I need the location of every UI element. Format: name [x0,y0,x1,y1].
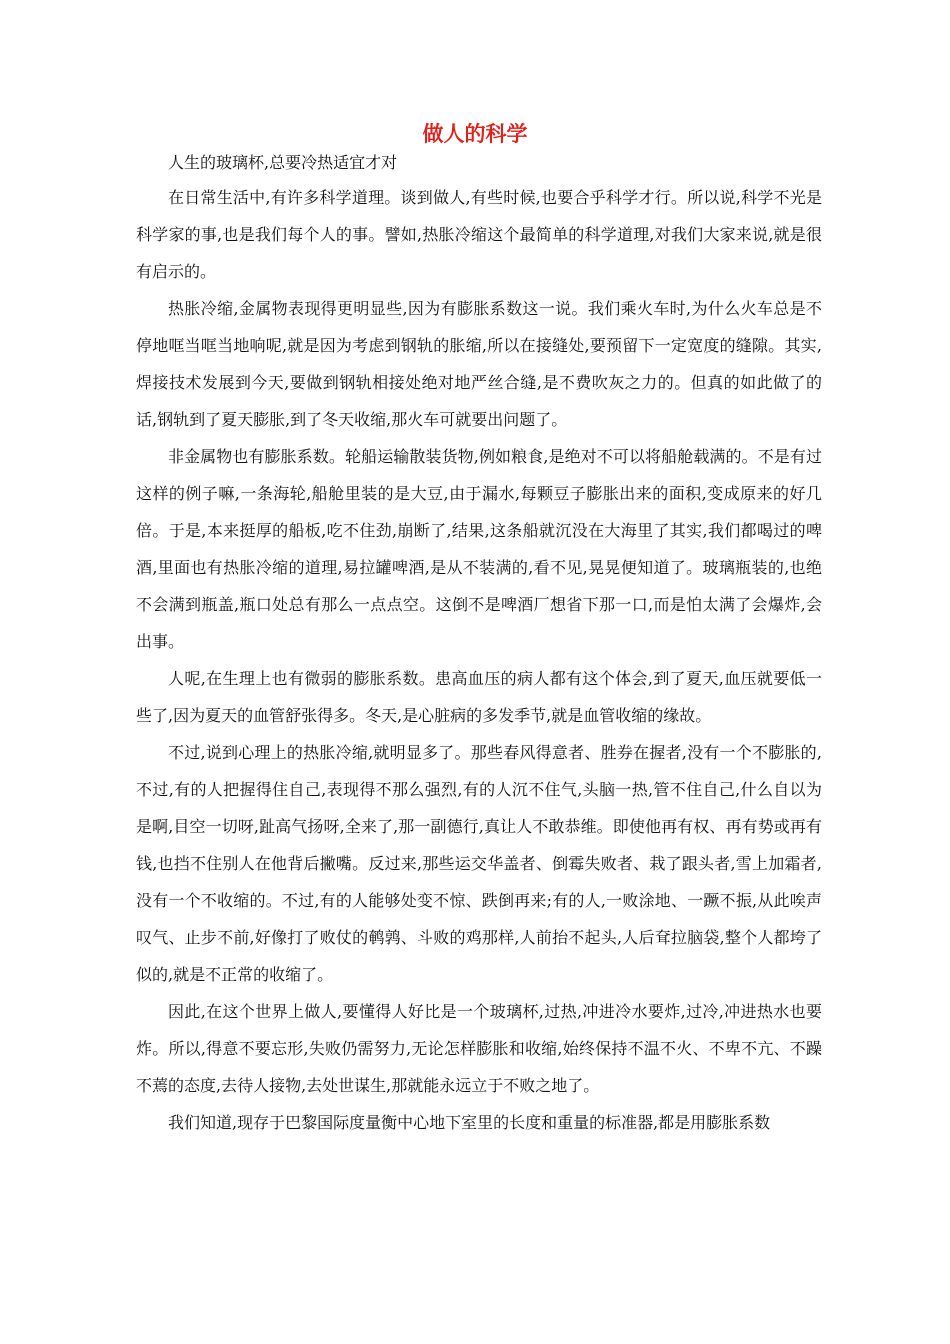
page-title: 做人的科学 [422,121,528,146]
paragraph: 不过,说到心理上的热胀冷缩,就明显多了。那些春风得意者、胜券在握者,没有一个不膨胀的,不过,有的人把握得住自己,表现得不那么强烈,有的人沉不住气,头脑一热,管不住自己,什么自以为是啊,目空一切呀,趾高气扬呀,全来了,那一副德行,真让人不敢恭维。即使他再有权、再有势或再有钱,也挡不住别人在他背后撇嘴。反过来,那些运交华盖者、倒霉失败者、栽了跟头者,雪上加霜者,没有一个不收缩的。不过,有的人能够处变不惊、跌倒再来;有的人,一败涂地、一蹶不振,从此唉声叹气、止步不前,好像打了败仗的鹌鹑、斗败的鸡那样,人前抬不起头,人后耷拉脑袋,整个人都垮了似的,就是不正常的收缩了。 [136,743,822,984]
paragraph: 非金属物也有膨胀系数。轮船运输散装货物,例如粮食,是绝对不可以将船舱载满的。不是有过这样的例子嘛,一条海轮,船舱里装的是大豆,由于漏水,每颗豆子膨胀出来的面积,变成原来的好几倍。于是,本来挺厚的船板,吃不住劲,崩断了,结果,这条船就沉没在大海里了其实,我们都喝过的啤酒,里面也有热胀冷缩的道理,易拉罐啤酒,是从不装满的,看不见,晃晃便知道了。玻璃瓶装的,也绝不会满到瓶盖,瓶口处总有那么一点点空。这倒不是啤酒厂想省下那一口,而是怕太满了会爆炸,会出事。 [136,447,822,651]
subtitle: 人生的玻璃杯,总要冷热适宜才对 [168,153,398,172]
paragraph: 人呢,在生理上也有微弱的膨胀系数。患高血压的病人都有这个体会,到了夏天,血压就要低一些了,因为夏天的血管舒张得多。冬天,是心脏病的多发季节,就是血管收缩的缘故。 [136,669,822,725]
paragraph: 在日常生活中,有许多科学道理。谈到做人,有些时候,也要合乎科学才行。所以说,科学不光是科学家的事,也是我们每个人的事。譬如,热胀冷缩这个最简单的科学道理,对我们大家来说,就是很有启示的。 [136,188,822,281]
article-body [136,146,822,1141]
paragraph: 我们知道,现存于巴黎国际度量衡中心地下室里的长度和重量的标准器,都是用膨胀系数 [168,1113,771,1132]
paragraph: 因此,在这个世界上做人,要懂得人好比是一个玻璃杯,过热,冲进冷水要炸,过冷,冲进热水也要炸。所以,得意不要忘形,失败仍需努力,无论怎样膨胀和收缩,始终保持不温不火、不卑不亢、不躁不蔫的态度,去待人接物,去处世谋生,那就能永远立于不败之地了。 [136,1002,822,1095]
paragraph: 热胀冷缩,金属物表现得更明显些,因为有膨胀系数这一说。我们乘火车时,为什么火车总是不停地哐当哐当地响呢,就是因为考虑到钢轨的胀缩,所以在接缝处,要预留下一定宽度的缝隙。其实,焊接技术发展到今天,要做到钢轨相接处绝对地严丝合缝,是不费吹灰之力的。但真的如此做了的话,钢轨到了夏天膨胀,到了冬天收缩,那火车可就要出问题了。 [136,299,822,429]
